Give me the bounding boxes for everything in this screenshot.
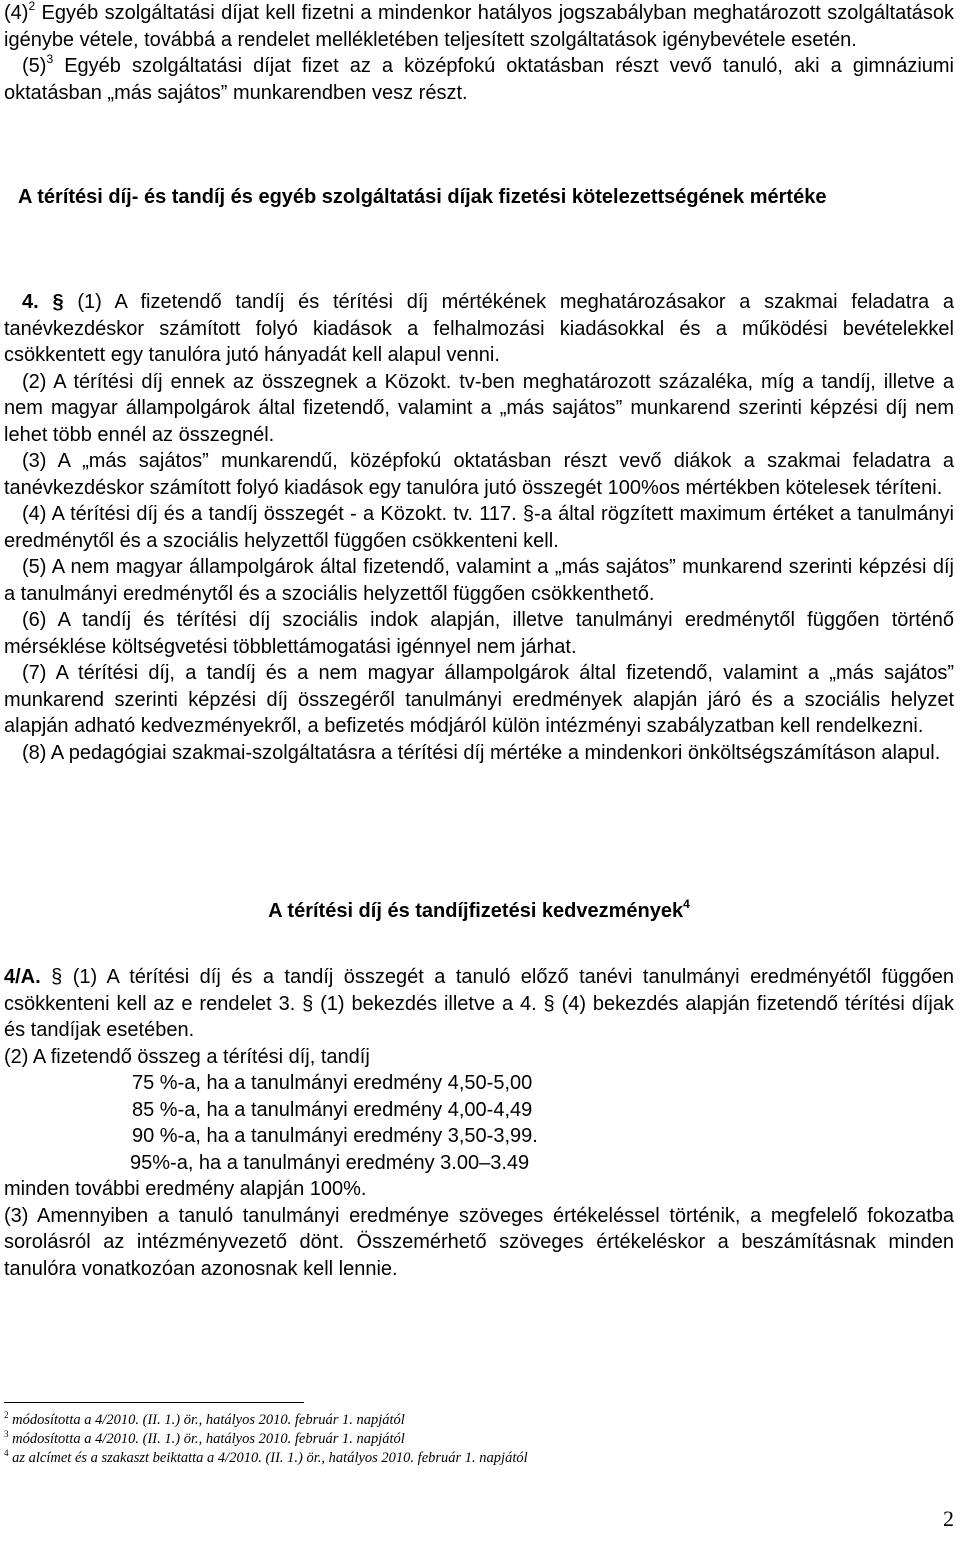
paragraph-number: (4) — [4, 2, 29, 24]
paragraph-text: Egyéb szolgáltatási díjat kell fizetni a mindenkor hatályos jogszabályban meghatározott szolgáltatások igénybe vétele, továbbá a rendelet mellékletében teljesített szolgáltatások igénybevétele esetén. — [4, 2, 954, 51]
section-4-p3: (3) A „más sajátos” munkarendű, középfokú oktatásban részt vevő diákok a szakmai feladatra a tanévkezdéskor számított folyó kiadások egy tanulóra jutó összegét 100%os mértékben kötelesek téríteni. — [4, 450, 954, 499]
section-4-p1 — [4, 289, 954, 369]
paragraph-text: Egyéb szolgáltatási díjat fizet az a középfokú oktatásban részt vevő tanuló, aki a gimnáziumi oktatásban „más sajátos” munkarendben vesz részt. — [4, 55, 954, 104]
footnote-number: 2 — [4, 1410, 9, 1420]
section-4-p8: (8) A pedagógiai szakmai-szolgáltatásra a térítési díj mértéke a mindenkori önköltségszámításon alapul. — [22, 741, 941, 764]
section-4-p2: (2) A térítési díj ennek az összegnek a Közokt. tv-ben meghatározott százaléka, míg a tandíj, illetve a nem magyar állampolgárok által fizetendő, valamint a „más sajátos” munkarend szerinti képzési díj nem lehet több ennél az összegnél. — [4, 370, 954, 446]
section-4a-p2-end: minden további eredmény alapján 100%. — [4, 1178, 367, 1200]
footnote-ref: 3 — [46, 52, 54, 66]
footnote — [4, 1412, 405, 1428]
section-heading: A térítési díj- és tandíj és egyéb szolgáltatási díjak fizetési kötelezettségének mértéke — [18, 186, 827, 208]
section-heading — [4, 897, 954, 923]
section-4-p4: (4) A térítési díj és a tandíj összegét - a Közokt. tv. 117. §-a által rögzített maximum értéket a tanulmányi eredménytől és a szociális helyzettől függően csökkenteni kell. — [4, 503, 954, 552]
footnote-text: módosította a 4/2010. (II. 1.) ör., hatályos 2010. február 1. napjától — [8, 1431, 405, 1447]
section-4a-p3: (3) Amennyiben a tanuló tanulmányi eredménye szöveges értékeléssel történik, a megfelelő fokozatba sorolásról az intézményvezető dönt. Összemérhető szöveges értékeléskor a beszámításnak minden tanulóra vonatkozóan azonosnak kell lennie. — [4, 1204, 954, 1280]
section-4a — [4, 964, 954, 1282]
footnote-separator — [4, 1402, 304, 1403]
section-4a-p2-intro: (2) A fizetendő összeg a térítési díj, tandíj — [4, 1045, 370, 1068]
footnote — [4, 1450, 528, 1466]
footnote-ref: 2 — [28, 0, 36, 13]
footnote — [4, 1431, 405, 1447]
paragraph-number: (5) — [22, 55, 47, 77]
page-number: 2 — [943, 1506, 954, 1531]
footnote-number: 4 — [4, 1448, 9, 1458]
footnote-text: az alcímet és a szakaszt beiktatta a 4/2010. (II. 1.) ör., hatályos 2010. február 1. napjától — [8, 1450, 528, 1466]
section-number: 4. § — [22, 291, 64, 313]
section-4 — [4, 289, 954, 766]
list-item: 85 %-a, ha a tanulmányi eredmény 4,00-4,49 — [132, 1098, 533, 1121]
footnote-ref: 4 — [683, 897, 690, 911]
list-item: 95%-a, ha a tanulmányi eredmény 3.00–3.49 — [130, 1151, 530, 1174]
list-item: 90 %-a, ha a tanulmányi eredmény 3,50-3,99. — [132, 1125, 538, 1147]
footnote-text: módosította a 4/2010. (II. 1.) ör., hatályos 2010. február 1. napjától — [8, 1412, 405, 1428]
discount-list — [4, 1070, 954, 1176]
section-4a-p1 — [4, 964, 954, 1044]
section-4-p6: (6) A tandíj és térítési díj szociális indok alapján, illetve tanulmányi eredménytől függően történő mérséklése költségvetési többlettámogatási igénnyel nem járhat. — [4, 609, 954, 658]
paragraph-text: § (1) A térítési díj és a tandíj összegét a tanuló előző tanévi tanulmányi eredményétől függően csökkenteni kell az e rendelet 3. § (1) bekezdés illetve a 4. § (4) bekezdés alapján fizetendő térítési díjak és tandíjak esetében. — [4, 966, 954, 1041]
footnote-number: 3 — [4, 1429, 9, 1439]
paragraph-3-4 — [4, 0, 954, 53]
heading-text: A térítési díj és tandíjfizetési kedvezmények — [268, 900, 684, 922]
top-block — [4, 0, 954, 106]
section-4-p7: (7) A térítési díj, a tandíj és a nem magyar állampolgárok által fizetendő, valamint a „más sajátos” munkarend szerinti képzési díj összegéről tanulmányi eredmények alapján járó és a szociális helyzet alapján adható kedvezményekről, a befizetés módjáról külön intézményi szabályzatban kell rendelkezni. — [4, 662, 954, 737]
paragraph-3-5 — [4, 53, 954, 106]
list-item: 75 %-a, ha a tanulmányi eredmény 4,50-5,00 — [132, 1072, 533, 1094]
section-number: 4/A. — [4, 966, 41, 988]
section-4-p5: (5) A nem magyar állampolgárok által fizetendő, valamint a „más sajátos” munkarend szerinti képzési díj a tanulmányi eredménytől és a szociális helyzettől függően csökkenthető. — [4, 556, 954, 605]
paragraph-text: (1) A fizetendő tandíj és térítési díj mértékének meghatározásakor a szakmai feladatra a tanévkezdéskor számított folyó kiadások a felhalmozási kiadásokkal és a működési bevételekkel csökkentett egy tanulóra jutó hányadát kell alapul venni. — [4, 291, 955, 366]
